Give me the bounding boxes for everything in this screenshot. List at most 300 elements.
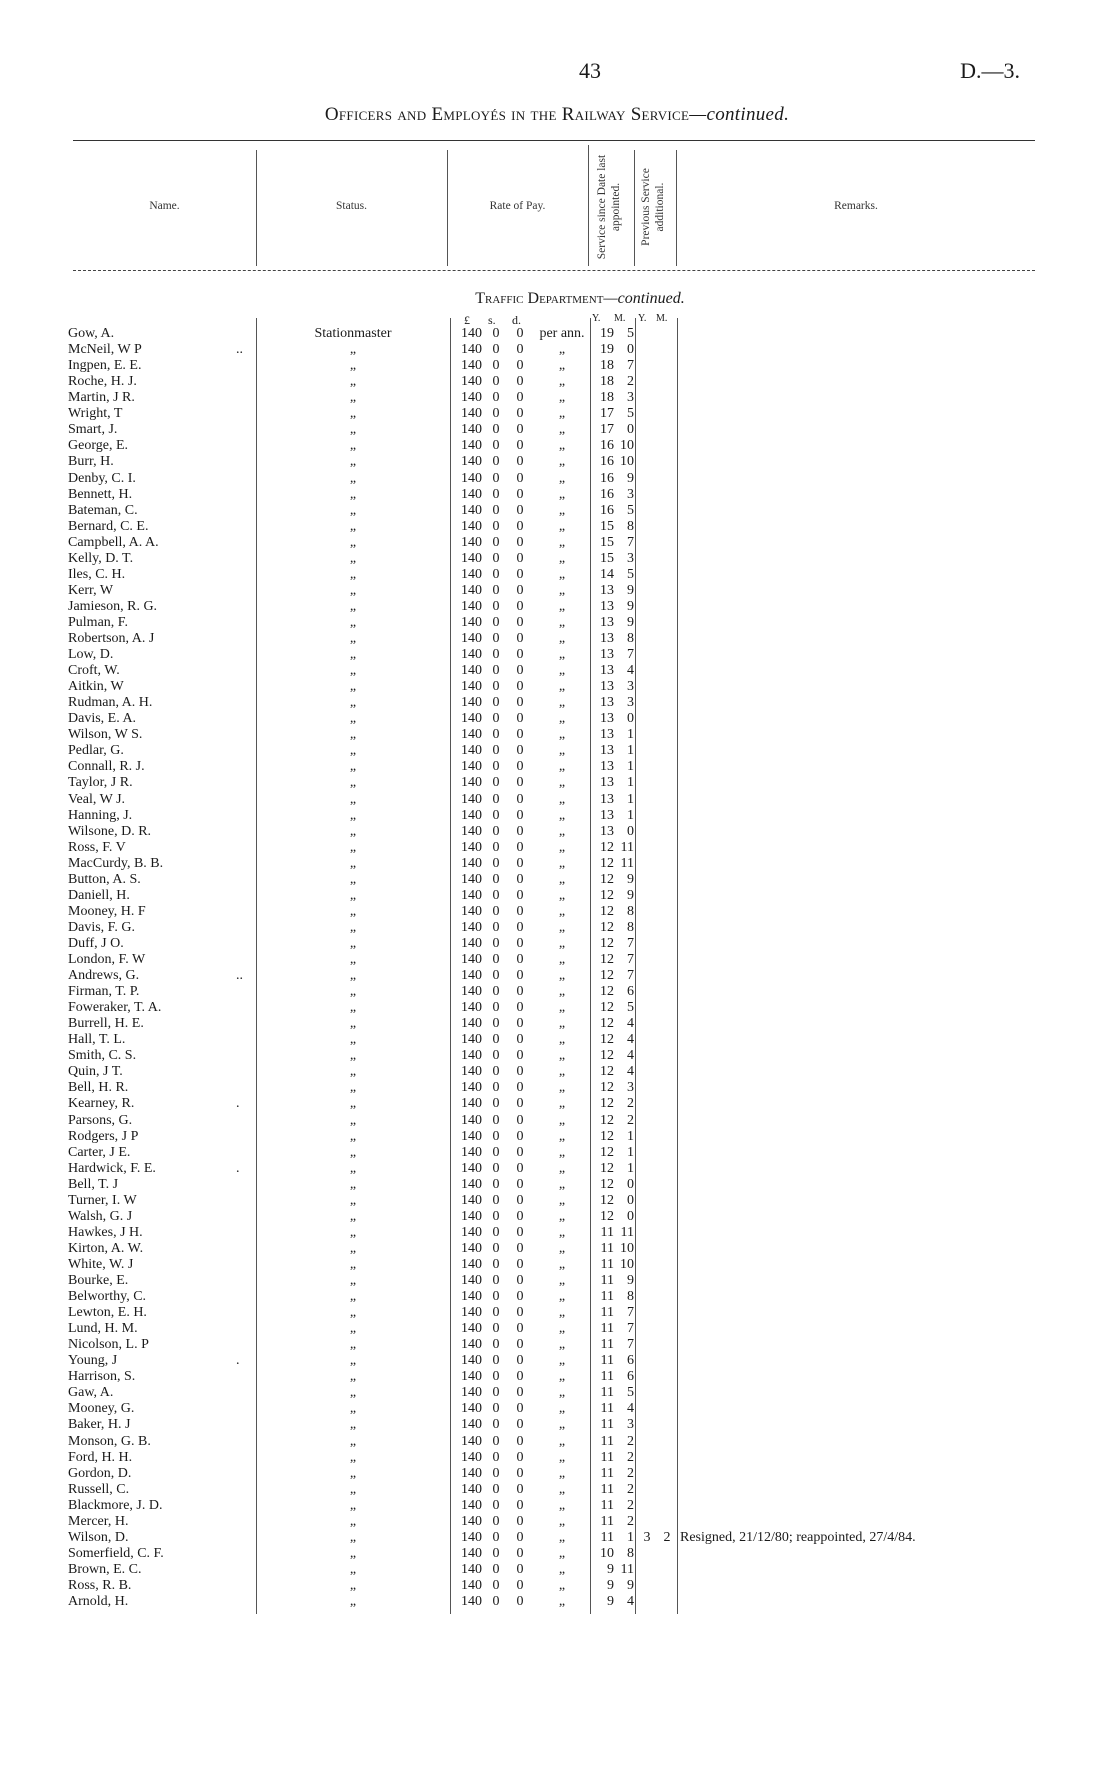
table-row xyxy=(0,1305,1114,1321)
section-heading xyxy=(380,290,780,308)
status: „ xyxy=(349,968,357,983)
table-row xyxy=(0,631,1114,647)
pay-period: „ xyxy=(558,743,566,759)
pay-pounds: 140 xyxy=(461,1192,482,1208)
status: „ xyxy=(349,679,357,695)
pay-pounds: 140 xyxy=(461,743,482,759)
pay-pence: 0 xyxy=(516,743,524,759)
pay-shillings: 0 xyxy=(492,1594,500,1609)
status: „ xyxy=(349,1016,357,1032)
pay-period: „ xyxy=(558,1385,566,1401)
pay-period: „ xyxy=(558,1545,566,1561)
pay-shillings: 0 xyxy=(492,839,500,855)
service-years: 12 xyxy=(600,1048,614,1064)
service-months: 1 xyxy=(627,775,634,791)
pay-shillings: 0 xyxy=(492,823,500,839)
pay-pounds: 140 xyxy=(461,984,482,1000)
service-months: 11 xyxy=(620,1224,634,1240)
service-months: 9 xyxy=(627,582,634,598)
service-months: 2 xyxy=(627,1449,634,1465)
table-row xyxy=(0,952,1114,968)
service-years: 16 xyxy=(600,502,614,518)
pay-pence: 0 xyxy=(516,1433,524,1449)
pay-shillings: 0 xyxy=(492,1545,500,1561)
remarks: Resigned, 21/12/80; reappointed, 27/4/84. xyxy=(680,1529,916,1545)
pay-pounds: 140 xyxy=(461,1401,482,1417)
service-years: 19 xyxy=(600,326,614,341)
service-years: 11 xyxy=(600,1529,614,1545)
pay-pence: 0 xyxy=(516,406,524,422)
pay-shillings: 0 xyxy=(492,871,500,887)
service-years: 19 xyxy=(600,342,614,358)
employee-name: Smart, J. xyxy=(68,422,118,438)
pay-shillings: 0 xyxy=(492,1048,500,1064)
service-years: 12 xyxy=(600,1016,614,1032)
service-years: 16 xyxy=(600,470,614,486)
pay-pounds: 140 xyxy=(461,1000,482,1016)
pay-period: „ xyxy=(558,1096,566,1112)
pay-period: „ xyxy=(558,1144,566,1160)
pay-shillings: 0 xyxy=(492,518,500,534)
table-row xyxy=(0,1257,1114,1273)
service-months: 11 xyxy=(620,839,634,855)
employee-name: Aitkin, W xyxy=(68,679,124,695)
pay-pounds: 140 xyxy=(461,968,482,983)
service-months: 10 xyxy=(620,1240,634,1256)
pay-pence: 0 xyxy=(516,823,524,839)
pay-period: „ xyxy=(558,1256,566,1272)
pay-pounds: 140 xyxy=(461,454,482,470)
pay-pounds: 140 xyxy=(461,839,482,855)
pay-pounds: 140 xyxy=(461,1032,482,1048)
pay-pence: 0 xyxy=(516,1080,524,1096)
pay-period: „ xyxy=(558,1594,566,1609)
service-years: 12 xyxy=(600,1144,614,1160)
service-years: 11 xyxy=(600,1417,614,1433)
pay-shillings: 0 xyxy=(492,647,500,662)
table-row xyxy=(0,1546,1114,1562)
pay-period: „ xyxy=(558,855,566,871)
status: „ xyxy=(349,1128,357,1144)
service-years: 15 xyxy=(600,518,614,534)
pay-pence: 0 xyxy=(516,855,524,871)
employee-name: Walsh, G. J xyxy=(68,1208,133,1224)
service-years: 12 xyxy=(600,1208,614,1224)
paper-reference: D.—3. xyxy=(960,58,1020,83)
pay-pence: 0 xyxy=(516,1160,524,1176)
status: „ xyxy=(349,1064,357,1080)
employee-name: Hall, T. L. xyxy=(68,1032,126,1048)
pay-pence: 0 xyxy=(516,1144,524,1160)
pay-shillings: 0 xyxy=(492,374,500,390)
pay-pence: 0 xyxy=(516,1176,524,1192)
service-years: 10 xyxy=(600,1545,614,1561)
pay-shillings: 0 xyxy=(492,1561,500,1577)
pay-period: „ xyxy=(558,1497,566,1513)
pay-shillings: 0 xyxy=(492,1417,500,1433)
pay-pounds: 140 xyxy=(461,326,482,341)
status: „ xyxy=(349,1529,357,1545)
service-months: 10 xyxy=(620,454,634,470)
service-months: 10 xyxy=(620,438,634,454)
status: „ xyxy=(349,1594,357,1609)
table-row xyxy=(0,856,1114,872)
service-months: 3 xyxy=(627,679,634,695)
pay-pounds: 140 xyxy=(461,1289,482,1304)
employee-name: Hawkes, J H. xyxy=(68,1224,143,1240)
leader-dots: . xyxy=(236,1096,240,1112)
employee-name: Lund, H. M. xyxy=(68,1321,138,1337)
pay-period: „ xyxy=(558,759,566,775)
service-years: 12 xyxy=(600,919,614,935)
table-row xyxy=(0,1401,1114,1417)
pay-pounds: 140 xyxy=(461,614,482,630)
pay-pence: 0 xyxy=(516,486,524,502)
pay-period: „ xyxy=(558,1369,566,1385)
pay-pounds: 140 xyxy=(461,823,482,839)
pay-shillings: 0 xyxy=(492,968,500,983)
pay-pounds: 140 xyxy=(461,534,482,550)
table-row xyxy=(0,743,1114,759)
service-years: 11 xyxy=(600,1256,614,1272)
service-years: 11 xyxy=(600,1353,614,1369)
service-months: 9 xyxy=(627,598,634,614)
pay-period: „ xyxy=(558,984,566,1000)
service-years: 12 xyxy=(600,855,614,871)
pay-shillings: 0 xyxy=(492,1481,500,1497)
pay-period: „ xyxy=(558,566,566,582)
pay-pence: 0 xyxy=(516,1048,524,1064)
status: „ xyxy=(349,1080,357,1096)
service-years: 13 xyxy=(600,582,614,598)
table-row xyxy=(0,872,1114,888)
pay-pence: 0 xyxy=(516,358,524,374)
column-header-service: Service since Date last appointed. xyxy=(596,154,622,260)
pay-shillings: 0 xyxy=(492,807,500,823)
service-years: 11 xyxy=(600,1465,614,1481)
pay-shillings: 0 xyxy=(492,1112,500,1128)
pay-pounds: 140 xyxy=(461,631,482,646)
pay-shillings: 0 xyxy=(492,598,500,614)
pay-period: „ xyxy=(558,727,566,743)
pay-period: „ xyxy=(558,807,566,823)
service-months: 3 xyxy=(627,1417,634,1433)
service-years: 12 xyxy=(600,1160,614,1176)
employee-name: Mooney, G. xyxy=(68,1401,135,1417)
status: „ xyxy=(349,1273,357,1288)
service-years: 17 xyxy=(600,406,614,422)
service-years: 12 xyxy=(600,968,614,983)
employee-name: Croft, W. xyxy=(68,663,120,678)
pay-pounds: 140 xyxy=(461,550,482,566)
status: „ xyxy=(349,727,357,743)
employee-name: Robertson, A. J xyxy=(68,631,155,646)
pay-pence: 0 xyxy=(516,935,524,951)
service-years: 12 xyxy=(600,839,614,855)
service-years: 15 xyxy=(600,534,614,550)
status: „ xyxy=(349,390,357,406)
table-row xyxy=(0,1530,1114,1546)
status: „ xyxy=(349,438,357,454)
pay-period: „ xyxy=(558,598,566,614)
service-months: 9 xyxy=(627,887,634,903)
service-years: 13 xyxy=(600,743,614,759)
service-years: 13 xyxy=(600,598,614,614)
service-months: 2 xyxy=(627,1513,634,1529)
employee-name: Wilsone, D. R. xyxy=(68,823,152,839)
employee-name: Kerr, W xyxy=(68,582,114,598)
pay-pence: 0 xyxy=(516,1096,524,1112)
pay-period: „ xyxy=(558,1273,566,1288)
status: „ xyxy=(349,1577,357,1593)
table-row xyxy=(0,1064,1114,1080)
employee-name: Roche, H. J. xyxy=(68,374,137,390)
pay-shillings: 0 xyxy=(492,1305,500,1321)
status: „ xyxy=(349,470,357,486)
table-row xyxy=(0,583,1114,599)
table-row xyxy=(0,1096,1114,1112)
pay-shillings: 0 xyxy=(492,470,500,486)
pay-pence: 0 xyxy=(516,679,524,695)
section-name: Traffic Department xyxy=(475,290,604,307)
service-years: 12 xyxy=(600,1032,614,1048)
pay-pounds: 140 xyxy=(461,1048,482,1064)
service-months: 3 xyxy=(627,695,634,711)
service-months: 7 xyxy=(627,1321,634,1337)
pay-pounds: 140 xyxy=(461,1481,482,1497)
pay-shillings: 0 xyxy=(492,1160,500,1176)
table-row xyxy=(0,904,1114,920)
service-months: 1 xyxy=(627,759,634,775)
header-divider-service xyxy=(588,145,589,266)
status: Stationmaster xyxy=(314,326,392,341)
pay-pounds: 140 xyxy=(461,502,482,518)
pay-pence: 0 xyxy=(516,759,524,775)
service-years: 12 xyxy=(600,952,614,967)
employee-name: Burr, H. xyxy=(68,454,114,470)
status: „ xyxy=(349,502,357,518)
service-months: 6 xyxy=(627,1353,634,1369)
service-months: 7 xyxy=(627,534,634,550)
pay-shillings: 0 xyxy=(492,1433,500,1449)
pay-shillings: 0 xyxy=(492,1000,500,1016)
service-years: 11 xyxy=(600,1224,614,1240)
table-row xyxy=(0,840,1114,856)
service-months: 0 xyxy=(627,342,634,358)
service-months: 5 xyxy=(627,326,634,341)
service-months: 5 xyxy=(627,1385,634,1401)
service-years: 13 xyxy=(600,807,614,823)
service-years: 11 xyxy=(600,1337,614,1353)
pay-period: „ xyxy=(558,1016,566,1032)
pay-pence: 0 xyxy=(516,614,524,630)
status: „ xyxy=(349,1337,357,1353)
pay-pounds: 140 xyxy=(461,1176,482,1192)
status: „ xyxy=(349,839,357,855)
table-row xyxy=(0,551,1114,567)
status: „ xyxy=(349,1000,357,1016)
pay-period: „ xyxy=(558,1000,566,1016)
pay-pence: 0 xyxy=(516,582,524,598)
pay-period: „ xyxy=(558,1401,566,1417)
pay-period: „ xyxy=(558,390,566,406)
employee-name: Gaw, A. xyxy=(68,1385,114,1401)
pay-period: „ xyxy=(558,1561,566,1577)
pay-shillings: 0 xyxy=(492,422,500,438)
status: „ xyxy=(349,1305,357,1321)
table-row xyxy=(0,1273,1114,1289)
employee-name: Somerfield, C. F. xyxy=(68,1545,164,1561)
service-years: 12 xyxy=(600,887,614,903)
pay-shillings: 0 xyxy=(492,952,500,967)
employee-name: Gow, A. xyxy=(68,326,115,341)
service-years: 9 xyxy=(607,1577,614,1593)
status: „ xyxy=(349,1353,357,1369)
pay-pounds: 140 xyxy=(461,1449,482,1465)
table-row xyxy=(0,326,1114,342)
table-row xyxy=(0,1177,1114,1193)
pay-pounds: 140 xyxy=(461,871,482,887)
employee-name: Monson, G. B. xyxy=(68,1433,151,1449)
pay-period: „ xyxy=(558,470,566,486)
pay-shillings: 0 xyxy=(492,679,500,695)
unit-pound: £ xyxy=(464,313,470,327)
pay-period: „ xyxy=(558,631,566,646)
service-years: 12 xyxy=(600,1192,614,1208)
pay-shillings: 0 xyxy=(492,631,500,646)
table-row xyxy=(0,1145,1114,1161)
pay-pence: 0 xyxy=(516,984,524,1000)
service-years: 13 xyxy=(600,759,614,775)
service-years: 11 xyxy=(600,1497,614,1513)
status: „ xyxy=(349,1289,357,1304)
pay-pounds: 140 xyxy=(461,791,482,807)
pay-period: „ xyxy=(558,871,566,887)
service-months: 4 xyxy=(627,663,634,678)
status: „ xyxy=(349,631,357,646)
table-row xyxy=(0,615,1114,631)
service-years: 13 xyxy=(600,647,614,662)
table-row xyxy=(0,1048,1114,1064)
service-years: 12 xyxy=(600,1112,614,1128)
employee-name: Bernard, C. E. xyxy=(68,518,149,534)
status: „ xyxy=(349,582,357,598)
pay-period: „ xyxy=(558,903,566,919)
service-years: 13 xyxy=(600,711,614,727)
pay-period: „ xyxy=(558,1128,566,1144)
pay-pounds: 140 xyxy=(461,1096,482,1112)
pay-shillings: 0 xyxy=(492,743,500,759)
pay-pounds: 140 xyxy=(461,1305,482,1321)
service-months: 11 xyxy=(620,1561,634,1577)
service-years: 13 xyxy=(600,695,614,711)
service-months: 0 xyxy=(627,1192,634,1208)
status: „ xyxy=(349,614,357,630)
pay-shillings: 0 xyxy=(492,711,500,727)
pay-pence: 0 xyxy=(516,374,524,390)
pay-pounds: 140 xyxy=(461,518,482,534)
service-years: 17 xyxy=(600,422,614,438)
employee-name: Hardwick, F. E. xyxy=(68,1160,156,1176)
pay-pounds: 140 xyxy=(461,1385,482,1401)
pay-shillings: 0 xyxy=(492,759,500,775)
employee-name: Connall, R. J. xyxy=(68,759,145,775)
pay-pounds: 140 xyxy=(461,1369,482,1385)
pay-shillings: 0 xyxy=(492,1208,500,1224)
pay-period: „ xyxy=(558,1032,566,1048)
pay-shillings: 0 xyxy=(492,1321,500,1337)
employee-name: Davis, E. A. xyxy=(68,711,137,727)
status: „ xyxy=(349,823,357,839)
pay-period: „ xyxy=(558,518,566,534)
pay-shillings: 0 xyxy=(492,1337,500,1353)
pay-pence: 0 xyxy=(516,1401,524,1417)
pay-shillings: 0 xyxy=(492,1353,500,1369)
table-row xyxy=(0,342,1114,358)
service-years: 12 xyxy=(600,935,614,951)
status: „ xyxy=(349,1321,357,1337)
pay-period: „ xyxy=(558,1353,566,1369)
pay-pounds: 140 xyxy=(461,1465,482,1481)
pay-pence: 0 xyxy=(516,1497,524,1513)
service-years: 12 xyxy=(600,871,614,887)
employee-name: Pedlar, G. xyxy=(68,743,124,759)
pay-shillings: 0 xyxy=(492,919,500,935)
employee-name: Smith, C. S. xyxy=(68,1048,137,1064)
service-years: 11 xyxy=(600,1433,614,1449)
pay-period: „ xyxy=(558,1433,566,1449)
pay-pounds: 140 xyxy=(461,1016,482,1032)
pay-shillings: 0 xyxy=(492,935,500,951)
status: „ xyxy=(349,1561,357,1577)
header-bottom-rule xyxy=(73,270,1035,271)
pay-period: „ xyxy=(558,1417,566,1433)
column-header-status: Status. xyxy=(336,200,367,212)
pay-pounds: 140 xyxy=(461,679,482,695)
service-years: 12 xyxy=(600,1080,614,1096)
pay-period: „ xyxy=(558,1513,566,1529)
pay-period: „ xyxy=(558,1240,566,1256)
pay-pounds: 140 xyxy=(461,903,482,919)
pay-pounds: 140 xyxy=(461,711,482,727)
pay-pence: 0 xyxy=(516,1465,524,1481)
pay-period: „ xyxy=(558,406,566,422)
table-row xyxy=(0,1434,1114,1450)
pay-period: „ xyxy=(558,582,566,598)
status: „ xyxy=(349,1176,357,1192)
employee-name: Duff, J O. xyxy=(68,935,124,951)
unit-shilling: s. xyxy=(488,313,496,327)
pay-pence: 0 xyxy=(516,631,524,646)
pay-pence: 0 xyxy=(516,1369,524,1385)
service-years: 13 xyxy=(600,631,614,646)
service-years: 11 xyxy=(600,1273,614,1288)
pay-pounds: 140 xyxy=(461,1273,482,1288)
service-months: 4 xyxy=(627,1064,634,1080)
pay-pounds: 140 xyxy=(461,1064,482,1080)
employee-name: Burrell, H. E. xyxy=(68,1016,144,1032)
pay-period: „ xyxy=(558,968,566,983)
employee-name: Gordon, D. xyxy=(68,1465,132,1481)
pay-period: „ xyxy=(558,534,566,550)
service-months: 2 xyxy=(627,1465,634,1481)
employee-name: Bell, H. R. xyxy=(68,1080,129,1096)
pay-pence: 0 xyxy=(516,1513,524,1529)
service-months: 5 xyxy=(627,1000,634,1016)
pay-period: „ xyxy=(558,1465,566,1481)
status: „ xyxy=(349,358,357,374)
table-row xyxy=(0,1514,1114,1530)
